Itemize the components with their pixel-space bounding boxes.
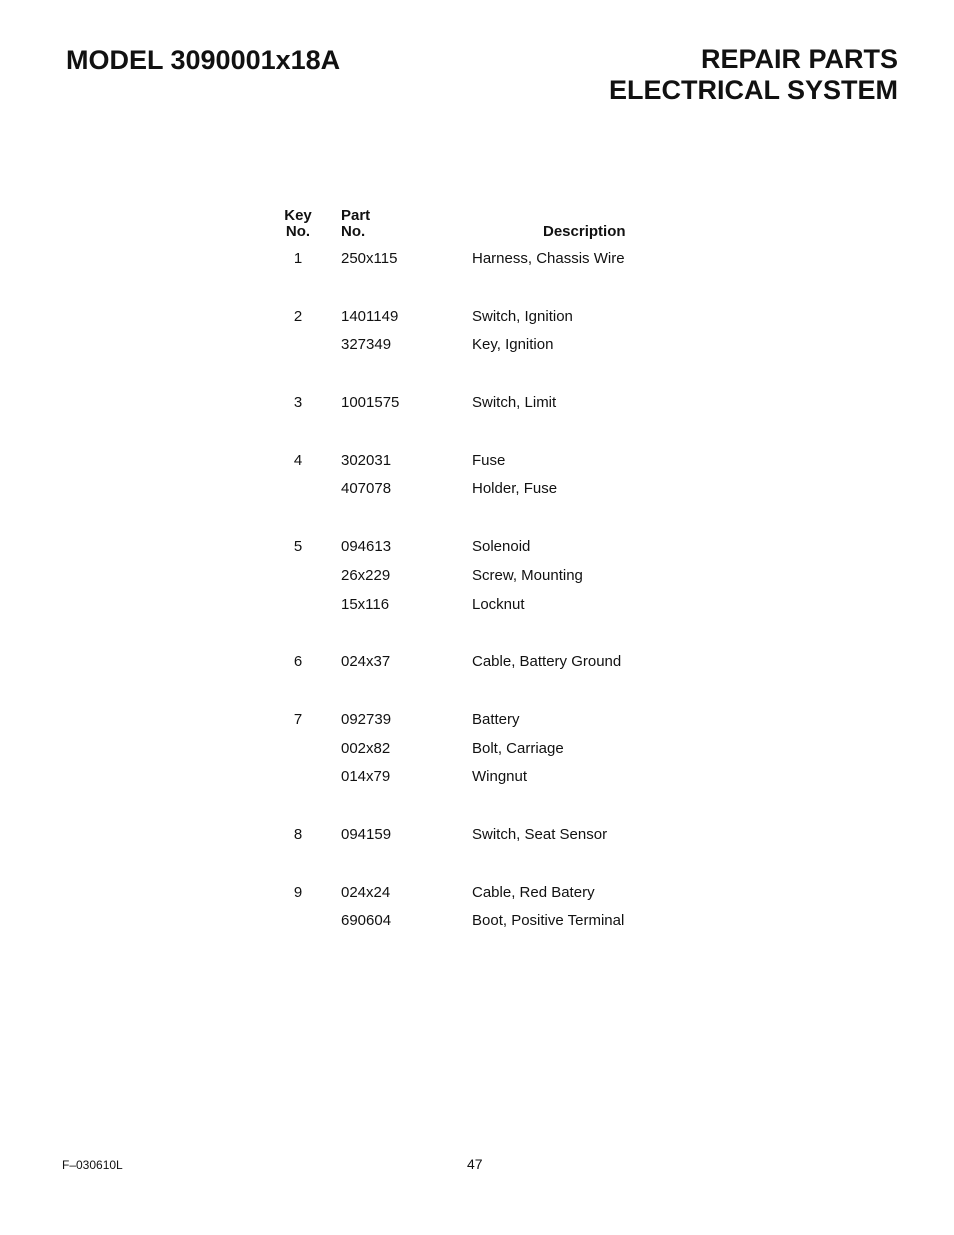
table-row [0,884,954,913]
part-number-cell: 094159 [341,825,392,843]
table-row [0,308,954,337]
description-cell: Wingnut [472,768,528,786]
table-row [0,768,954,826]
footer-form-code: F–030610L [62,1158,123,1172]
description-cell: Switch, Ignition [472,307,573,325]
description-cell: Solenoid [472,537,531,555]
table-row [0,336,954,394]
part-number-cell: 002x82 [341,739,391,757]
table-row [0,480,954,538]
description-cell: Holder, Fuse [472,480,558,498]
section-title [609,44,898,106]
part-number-cell: 094613 [341,537,392,555]
table-row [0,740,954,769]
table-row [0,912,954,941]
section-title-line-1: REPAIR PARTS [700,44,898,74]
part-number-cell: 1001575 [341,393,400,411]
key-cell: 8 [293,825,303,843]
key-cell: 3 [293,393,303,411]
part-number-cell: 1401149 [341,307,399,325]
description-cell: Bolt, Carriage [472,739,564,757]
description-cell: Switch, Limit [472,393,557,411]
part-number-cell: 250x115 [341,250,398,267]
part-number-cell: 407078 [341,480,392,498]
part-number-cell: 302031 [341,451,392,469]
section-title-line-2: ELECTRICAL SYSTEM [608,75,898,105]
table-row [0,452,954,481]
table-row [0,394,954,452]
part-number-cell: 014x79 [341,768,391,786]
description-cell: Cable, Battery Ground [472,653,622,671]
key-cell: 9 [293,883,303,901]
description-cell: Switch, Seat Sensor [472,825,608,843]
description-cell: Screw, Mounting [472,566,583,584]
part-number-cell: 26x229 [341,566,391,584]
key-cell: 7 [293,710,303,728]
description-cell: Cable, Red Batery [472,883,595,901]
part-number-cell: 690604 [341,912,392,930]
table-row [0,711,954,740]
table-row [0,653,954,711]
key-cell: 5 [293,537,303,555]
column-header-description: Description [543,223,626,240]
key-cell: 6 [293,653,303,671]
table-row [0,596,954,654]
part-number-cell: 024x37 [341,653,391,671]
description-cell: Harness, Chassis Wire [472,250,625,267]
table-row [0,826,954,884]
description-cell: Battery [472,710,520,728]
table-row [0,567,954,596]
column-header-part-no: Part No. [341,207,371,240]
description-cell: Key, Ignition [472,336,554,354]
part-number-cell: 15x116 [341,595,390,613]
part-number-cell: 024x24 [341,883,391,901]
description-cell: Boot, Positive Terminal [472,912,625,930]
part-number-cell: 327349 [341,336,392,354]
key-cell: 4 [293,451,303,469]
description-cell: Fuse [472,451,506,469]
model-title: MODEL 3090001x18A [66,45,341,75]
parts-list [0,250,954,941]
key-cell: 2 [293,307,303,325]
table-row [0,250,954,308]
part-number-cell: 092739 [341,710,392,728]
table-row [0,538,954,567]
column-header-key-no: Key No. [284,207,312,240]
page-number: 47 [467,1156,483,1172]
description-cell: Locknut [472,595,525,613]
key-cell: 1 [293,250,303,267]
